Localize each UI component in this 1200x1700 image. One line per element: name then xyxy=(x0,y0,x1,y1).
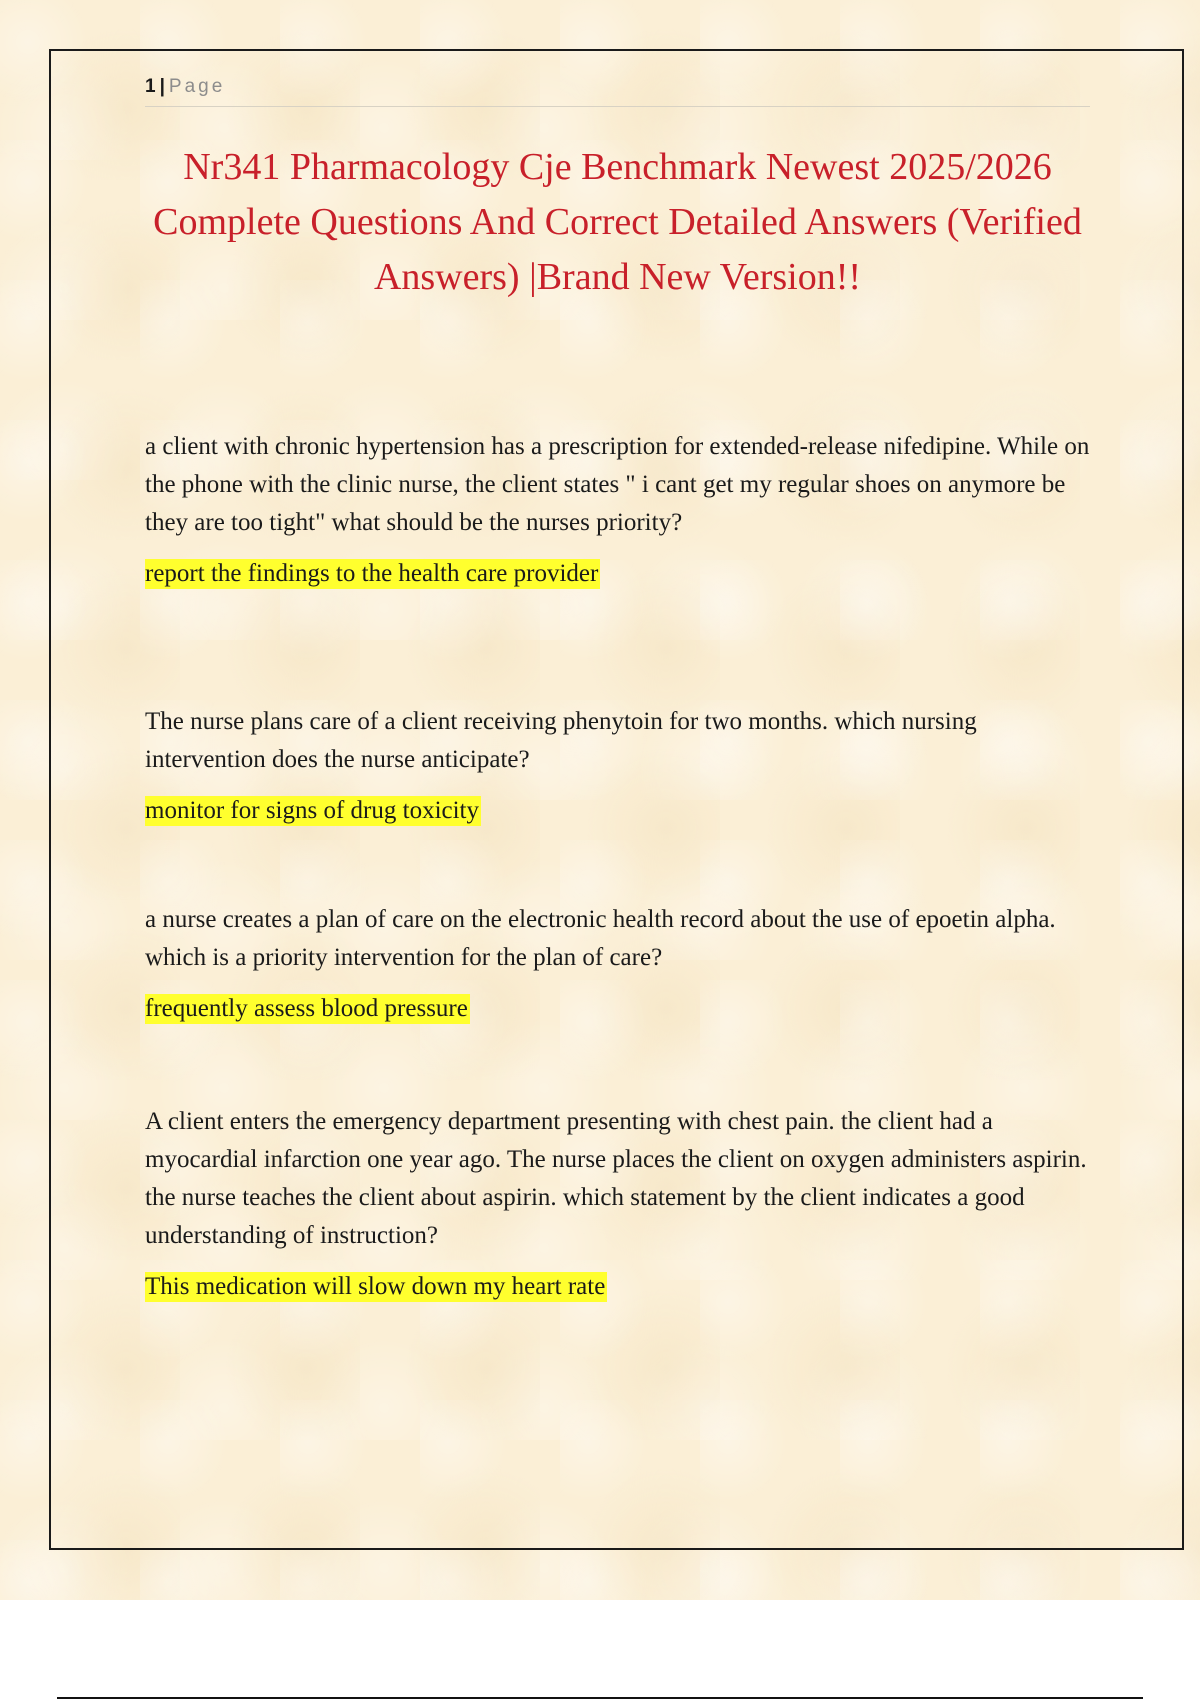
highlighted-answer: This medication will slow down my heart rate xyxy=(145,1273,606,1300)
qa-item xyxy=(145,428,1090,592)
page-label: Page xyxy=(168,76,226,97)
qa-item xyxy=(145,703,1090,829)
page-header xyxy=(145,72,1090,107)
question-text: a nurse creates a plan of care on the electronic health record about the use of epoetin alpha. which is a priority intervention for the plan of care? xyxy=(145,906,1056,971)
page-number: 1 xyxy=(145,76,156,97)
question-text: The nurse plans care of a client receiving phenytoin for two months. which nursing intervention does the nurse anticipate? xyxy=(145,708,977,773)
question-text: a client with chronic hypertension has a prescription for extended-release nifedipine. While on the phone with the clinic nurse, the client states " i cant get my regular shoes on anymore be they are too tight" what should be the nurses priority? xyxy=(145,433,1090,536)
qa-item xyxy=(145,901,1090,1027)
answer-line xyxy=(145,991,1090,1027)
answer-line xyxy=(145,793,1090,829)
highlighted-answer: monitor for signs of drug toxicity xyxy=(145,797,479,824)
highlighted-answer: report the findings to the health care provider xyxy=(145,560,599,587)
footer-divider xyxy=(57,1697,1143,1699)
answer-line xyxy=(145,556,1090,592)
question-text: A client enters the emergency department presenting with chest pain. the client had a myocardial infarction one year ago. The nurse places the client on oxygen administers aspirin. the nurse teaches the client about aspirin. which statement by the client indicates a good understanding of instruction? xyxy=(145,1108,1087,1249)
highlighted-answer: frequently assess blood pressure xyxy=(145,995,468,1022)
qa-item xyxy=(145,1103,1090,1305)
page-separator: | xyxy=(159,76,165,97)
answer-line xyxy=(145,1269,1090,1305)
document-title: Nr341 Pharmacology Cje Benchmark Newest 2025/2026 Complete Questions And Correct Detailed Answers (Verified Answers) |Brand New Version!! xyxy=(153,146,1082,298)
